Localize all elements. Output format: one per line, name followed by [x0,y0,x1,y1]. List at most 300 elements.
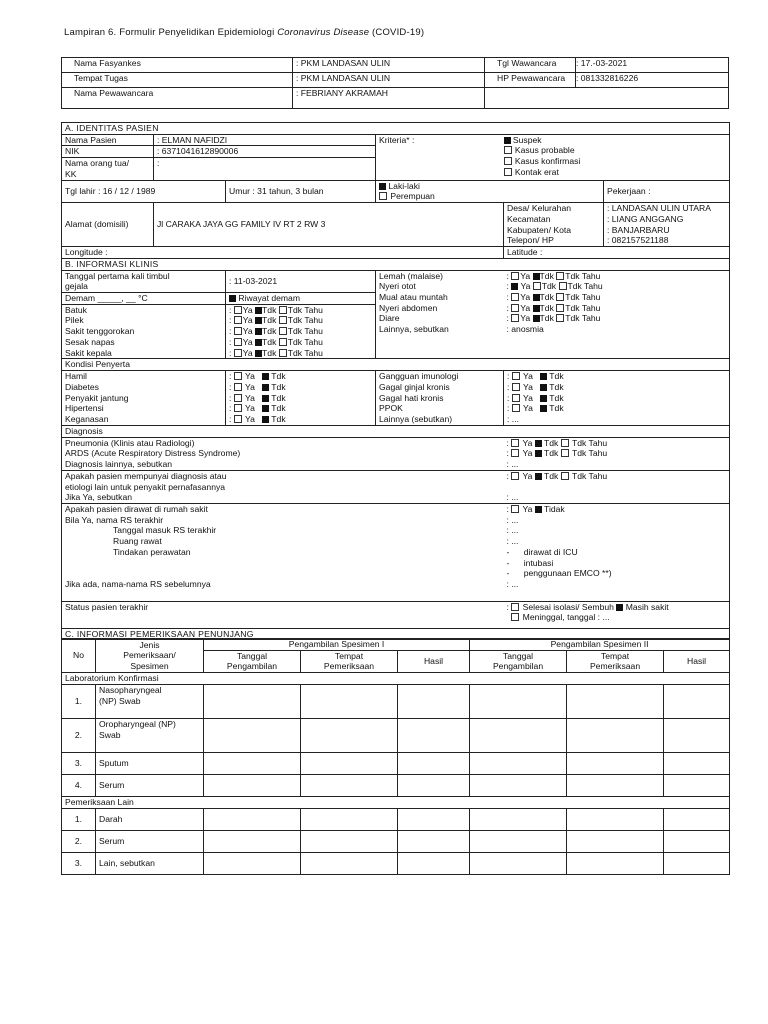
checkbox-empty-icon [556,314,564,322]
form-text: : ... [506,459,519,470]
form-text: Mual atau muntah [379,292,448,303]
form-text: Tdk [549,371,564,382]
form-text: : ... [506,514,519,525]
checkbox-empty-icon [511,472,519,480]
form-text: dirawat di ICU [523,546,578,557]
form-text [65,558,501,569]
form-text: Penyakit jantung [65,392,129,403]
form-cell: No [62,639,96,673]
form-text: (COVID-19) [369,27,425,38]
form-text: : Ya Tidak [506,503,565,514]
form-text: Tdk [549,403,564,414]
form-text: Sakit kepala [65,347,112,358]
form-cell [204,830,301,852]
form-cell [96,718,204,752]
form-cell: Pengambilan Spesimen II [470,639,730,651]
form-row [62,270,730,292]
form-cell [567,752,664,774]
form-cell [504,503,730,601]
form-text: Jenis [139,639,160,650]
checkbox-checked-icon [255,339,262,346]
form-text: Ya [242,326,253,337]
form-text: Ya [520,281,531,292]
form-cell [62,304,226,359]
form-cell [376,180,604,202]
form-text: Desa/ Kelurahan [507,203,572,214]
form-text: Jika Ya, sebutkan [65,492,133,503]
form-cell [204,718,301,752]
form-text: gejala [65,281,88,292]
form-cell [485,88,729,109]
checkbox-empty-icon [279,349,287,357]
form-text: Kabupaten/ Kota [507,224,572,235]
form-text: Coronavirus Disease [277,27,370,38]
form-cell [204,684,301,718]
checkbox-empty-icon [234,316,242,324]
form-text: Ya [242,315,253,326]
form-cell [301,830,398,852]
checkbox-checked-icon [535,450,542,457]
form-cell: : 6371041612890006 [154,146,376,158]
form-cell [226,293,376,305]
form-text: Tindakan perawatan [113,546,191,557]
form-cell [301,684,398,718]
form-cell [504,601,730,628]
form-cell [567,808,664,830]
form-text: : Ya Tdk [507,381,564,392]
form-text: : Ya Tdk Tdk Tahu [229,326,323,337]
form-text: Tdk [262,315,277,326]
checkbox-empty-icon [512,394,520,402]
form-text: - dirawat di ICU [506,546,578,557]
form-text: Tdk [539,292,554,303]
form-text: Ya [523,392,533,403]
form-cell: Pengambilan Spesimen I [204,639,470,651]
header-table [61,57,729,109]
form-text: Ya [520,292,531,303]
form-text: Nama orang tua/ [65,158,130,169]
form-cell [664,830,730,852]
form-text: Kasus probable [514,145,575,156]
form-text: Nyeri otot [379,281,416,292]
form-cell [567,684,664,718]
form-text: : BANJARBARU [607,224,670,235]
form-cell [567,852,664,874]
checkbox-checked-icon [511,283,518,290]
form-row [62,123,730,135]
form-text: : Ya Tdk [507,403,564,414]
form-row [62,796,730,808]
form-text: Ya [520,302,531,313]
form-cell: : 081332816226 [576,73,729,88]
form-row [62,180,730,202]
form-cell: Pekerjaan : [604,180,730,202]
form-text: Hipertensi [65,403,104,414]
form-cell [664,808,730,830]
checkbox-empty-icon [511,314,519,322]
form-text: Gagal hati kronis [379,392,444,403]
form-text: : Ya Tdk Tdk Tahu [506,292,601,303]
form-text: Perempuan [390,191,435,202]
form-text [379,181,600,192]
form-text: : Ya Tdk [507,392,564,403]
form-cell [398,684,470,718]
form-cell [398,830,470,852]
checkbox-checked-icon [535,440,542,447]
form-cell [62,503,504,601]
form-cell: Alamat (domisili) [62,203,154,247]
form-text: : ... [506,492,519,503]
form-text: Pemeriksaan [323,661,375,672]
form-text: Gangguan imunologi [379,371,459,382]
form-cell [664,752,730,774]
form-text: intubasi [523,557,554,568]
form-text: : Ya Tdk [229,371,286,382]
form-cell: : 17.-03-2021 [576,58,729,73]
form-cell: Serum [96,830,204,852]
form-row [62,470,730,503]
form-cell [504,270,730,359]
form-text: Lainnya (sebutkan) [379,414,453,425]
form-cell: 2. [62,718,96,752]
form-cell: 3. [62,752,96,774]
form-text: Tdk Tahu [287,326,323,337]
form-cell [96,684,204,718]
form-text: penggunaan EMCO **) [523,568,612,579]
form-cell [504,371,730,426]
form-text: Pengambilan [492,661,544,672]
form-row [62,639,730,651]
form-text: Ya [522,503,533,514]
form-row [62,247,730,259]
form-text: Kriteria* : [379,134,415,145]
form-cell [398,808,470,830]
form-cell [204,808,301,830]
form-text: Tdk [541,281,557,292]
form-text: : Ya Tdk [507,371,564,382]
checkbox-empty-icon [234,349,242,357]
form-text [507,482,727,493]
form-text: : LIANG ANGGANG [607,213,684,224]
checkbox-empty-icon [234,383,242,391]
form-text: : Ya Tdk [229,381,286,392]
form-text: Bila Ya, nama RS terakhir [65,514,164,525]
form-text: Apakah pasien mempunyai diagnosis atau [65,470,227,481]
form-text: Tanggal masuk RS terakhir [113,525,217,536]
form-text: Tdk [271,403,286,414]
checkbox-empty-icon [512,383,520,391]
form-text: : anosmia [506,324,544,335]
form-text: : Ya Tdk Tdk Tahu [506,448,608,459]
form-row [62,808,730,830]
form-cell: Diagnosis [62,425,730,437]
form-cell: Status pasien terakhir [62,601,504,628]
form-text: Tdk [271,371,286,382]
form-row [62,58,729,73]
form-cell [301,718,398,752]
form-row [62,601,730,628]
checkbox-empty-icon [234,394,242,402]
form-row [62,684,730,718]
form-text: - penggunaan EMCO **) [506,568,612,579]
form-cell: Nama Pewawancara [62,88,293,109]
form-text: Tdk Tahu [565,302,601,313]
lab-table [61,638,730,875]
form-text: Tanggal [502,650,534,661]
form-cell: Kondisi Penyerta [62,359,730,371]
form-text: Tdk Tahu [287,336,323,347]
form-text [504,156,727,167]
form-text [504,135,727,146]
form-row [62,73,729,88]
form-text: Tdk [549,392,564,403]
form-cell [226,371,376,426]
form-cell [376,371,504,426]
form-text: Laki-laki [388,180,420,191]
checkbox-empty-icon [279,338,287,346]
form-cell [301,752,398,774]
checkbox-empty-icon [512,372,520,380]
form-cell: : [154,158,376,180]
form-text: PPOK [379,403,403,414]
form-text: : ... [507,414,519,425]
form-row [62,752,730,774]
form-row [62,503,730,601]
checkbox-empty-icon [511,304,519,312]
form-text: Ya [245,392,255,403]
checkbox-empty-icon [556,272,564,280]
checkbox-checked-icon [229,295,236,302]
form-text: Meninggal, tanggal : ... [522,612,610,623]
form-text: : ... [506,579,519,590]
form-text: Selesai isolasi/ Sembuh [522,601,614,612]
form-text: Tanggal [236,650,268,661]
form-text: Diabetes [65,381,99,392]
form-text: Ya [523,381,533,392]
form-row [62,774,730,796]
form-cell: Hasil [664,650,730,672]
form-cell: : FEBRIANY AKRAMAH [293,88,485,109]
form-row [62,425,730,437]
form-text: Ya [522,437,533,448]
checkbox-checked-icon [533,294,540,301]
checkbox-checked-icon [535,506,542,513]
form-cell: 4. [62,774,96,796]
form-table [61,122,730,640]
form-cell: 1. [62,684,96,718]
checkbox-checked-icon [504,137,511,144]
form-text: : 082157521188 [607,235,669,246]
form-cell: Pemeriksaan Lain [62,796,730,808]
form-row [62,203,730,247]
form-cell [567,830,664,852]
form-text [65,568,501,579]
checkbox-empty-icon [234,306,242,314]
form-cell [470,650,567,672]
checkbox-checked-icon [540,373,547,380]
checkbox-checked-icon [262,416,269,423]
form-text: Tdk Tahu [571,448,608,459]
form-text: Ya [520,313,531,324]
section-b-title: B. INFORMASI KLINIS [62,258,730,270]
form-cell [62,371,226,426]
form-text [504,167,727,178]
form-text: Ya [245,371,255,382]
checkbox-checked-icon [533,273,540,280]
form-text: Ya [523,403,533,414]
form-text [65,590,501,601]
form-text: Tdk Tahu [565,292,601,303]
page-title [64,27,424,39]
checkbox-empty-icon [234,415,242,423]
form-row [62,437,730,470]
checkbox-empty-icon [533,282,541,290]
form-text: Pilek [65,315,84,326]
checkbox-empty-icon [279,316,287,324]
form-cell [204,752,301,774]
form-text: : ... [506,525,519,536]
form-cell [664,684,730,718]
form-text: Ya [520,270,531,281]
form-text: Ya [522,448,533,459]
form-text: etiologi lain untuk penyakit pernafasannya [65,481,226,492]
form-text: Kasus konfirmasi [514,156,581,167]
form-row [62,830,730,852]
form-text: Riwayat demam [238,293,300,304]
checkbox-empty-icon [556,293,564,301]
form-cell [470,852,567,874]
form-text: : Ya Tdk Tdk Tahu [229,304,323,315]
checkbox-checked-icon [540,384,547,391]
checkbox-empty-icon [511,293,519,301]
form-text: Tdk [271,414,286,425]
form-cell [470,718,567,752]
form-cell: : 11-03-2021 [226,270,376,292]
form-row [62,359,730,371]
form-text: Tdk [544,448,559,459]
form-row [62,852,730,874]
checkbox-checked-icon [540,405,547,412]
form-cell [398,774,470,796]
form-text: Telepon/ HP [507,235,554,246]
checkbox-empty-icon [379,192,387,200]
form-cell [664,852,730,874]
form-text: Tdk Tahu [287,304,323,315]
form-text [379,191,600,202]
form-cell [398,718,470,752]
form-text: Spesimen [130,660,169,671]
form-text [504,145,727,156]
checkbox-checked-icon [255,350,262,357]
checkbox-empty-icon [234,327,242,335]
form-row [62,673,730,685]
form-text: : Ya Tdk Tdk Tahu [506,313,601,324]
form-text: Ya [242,336,253,347]
form-row [62,718,730,752]
form-text: Keganasan [65,414,109,425]
checkbox-checked-icon [379,183,386,190]
form-cell [567,650,664,672]
form-text: Nyeri abdomen [379,302,438,313]
form-cell [398,852,470,874]
form-text: Jika ada, nama-nama RS sebelumnya [65,579,211,590]
checkbox-empty-icon [559,282,567,290]
section-a-title: A. IDENTITAS PASIEN [62,123,730,135]
form-text: : Ya Tdk Tdk Tahu [506,437,608,448]
form-cell [470,774,567,796]
form-text: : Ya Tdk Tdk Tahu [506,302,601,313]
form-cell: Serum [96,774,204,796]
form-text: : LANDASAN ULIN UTARA [607,203,711,214]
form-cell: Tgl lahir : 16 / 12 / 1989 [62,180,226,202]
form-cell [226,304,376,359]
form-text: ARDS (Acute Respiratory Distress Syndrome) [65,448,241,459]
form-cell: Tempat Tugas [62,73,293,88]
form-text: Tidak [544,503,565,514]
form-cell [376,270,504,359]
checkbox-empty-icon [511,505,519,513]
form-text: Diagnosis lainnya, sebutkan [65,459,173,470]
checkbox-empty-icon [234,338,242,346]
checkbox-empty-icon [279,306,287,314]
form-text: Pengambilan [226,661,278,672]
form-text: Hamil [65,371,87,382]
form-text: Tdk [262,326,277,337]
form-text: Tdk [539,270,554,281]
form-cell: Latitude : [504,247,730,259]
form-cell: 2. [62,830,96,852]
form-text: Lainnya, sebutkan [379,324,449,335]
form-text: : Ya Tdk Tdk Tahu [229,315,323,326]
form-text: Ya [522,470,533,481]
form-text [62,58,729,109]
checkbox-checked-icon [255,328,262,335]
form-cell [504,203,604,247]
form-text: Tdk [544,437,559,448]
form-text: Tdk Tahu [565,270,601,281]
form-cell [470,830,567,852]
checkbox-empty-icon [511,449,519,457]
form-cell [376,134,504,180]
checkbox-checked-icon [255,317,262,324]
checkbox-empty-icon [504,168,512,176]
form-cell: Jl CARAKA JAYA GG FAMILY IV RT 2 RW 3 [154,203,504,247]
form-text: Tempat [334,650,364,661]
form-cell [470,752,567,774]
checkbox-checked-icon [262,384,269,391]
form-text: : Ya Tdk [229,403,286,414]
form-cell [62,270,226,292]
form-text: Kontak erat [514,166,559,177]
form-text: Tdk [544,470,559,481]
checkbox-empty-icon [234,372,242,380]
form-cell [301,650,398,672]
form-text [62,123,730,640]
form-text: Tdk [262,304,277,315]
form-text: Tanggal pertama kali timbul [65,270,170,281]
form-text: Tdk [262,336,277,347]
section-c-title: C. INFORMASI PEMERIKSAAN PENUNJANG [62,628,730,640]
form-cell [204,650,301,672]
checkbox-checked-icon [616,604,623,611]
form-text: Tdk [549,381,564,392]
form-cell [398,752,470,774]
form-row [62,258,730,270]
form-cell [470,684,567,718]
form-text: : Ya Tdk Tdk Tahu [229,347,323,358]
form-row [62,88,729,109]
form-text: Ya [245,414,255,425]
